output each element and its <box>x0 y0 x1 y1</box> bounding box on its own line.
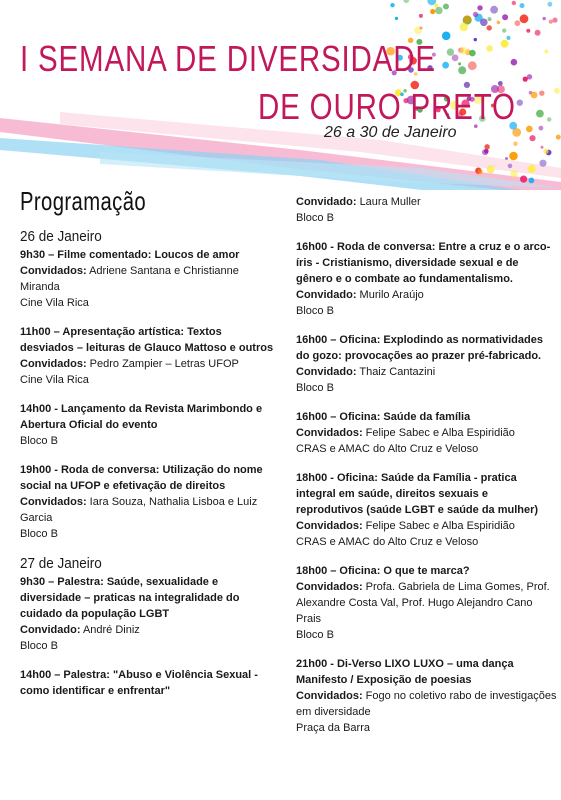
confetti-dot <box>482 149 488 155</box>
event-guests <box>296 579 558 627</box>
event-place: Bloco B <box>296 305 334 317</box>
confetti-dot <box>520 3 525 8</box>
guest-names: Iara Souza, Nathalia Lisboa e Luiz Garcia <box>20 496 258 524</box>
confetti-dot <box>520 14 529 23</box>
confetti-dot <box>528 165 536 173</box>
confetti-dot <box>452 54 459 61</box>
event-title: 9h30 – Filme comentado: Loucos de amor <box>20 249 240 261</box>
guests-label: Convidado: <box>20 624 81 636</box>
confetti-dot <box>458 66 466 74</box>
confetti-dot <box>526 29 530 33</box>
confetti-dot <box>395 17 398 20</box>
confetti-dot <box>390 3 394 7</box>
guest-names: Fogo no coletivo rabo de investigações em diversidade <box>296 690 557 718</box>
confetti-dot <box>527 74 532 79</box>
confetti-dot <box>543 17 546 20</box>
event-item <box>296 656 558 736</box>
confetti-dot <box>535 30 541 36</box>
event-title: 11h00 – Apresentação artística: Textos desviados – leituras de Glauco Mattoso e outros <box>20 326 274 354</box>
confetti-dot <box>484 144 489 149</box>
confetti-dot <box>506 36 510 40</box>
confetti-dot <box>501 40 509 48</box>
event-guests <box>296 194 558 210</box>
confetti-dot <box>480 19 488 27</box>
day-heading: 26 de Janeiro <box>20 228 102 245</box>
event-dates: 26 a 30 de Janeiro <box>324 124 457 141</box>
confetti-dot <box>548 2 553 7</box>
event-item <box>296 239 558 319</box>
event-guests <box>296 688 558 720</box>
confetti-dot <box>552 18 557 23</box>
confetti-dot <box>517 100 523 106</box>
event-guests <box>20 263 276 295</box>
confetti-dot <box>474 38 477 41</box>
confetti-dot <box>536 110 544 118</box>
confetti-dot <box>468 61 477 70</box>
guests-label: Convidados: <box>296 520 363 532</box>
guest-names: Adriene Santana e Christianne Miranda <box>20 265 239 293</box>
confetti-dot <box>508 164 513 169</box>
confetti-dot <box>515 20 521 26</box>
confetti-dot <box>487 165 495 173</box>
event-title: 21h00 - Di-Verso LIXO LUXO – uma dança Manifesto / Exposição de poesias <box>296 658 514 686</box>
right-column <box>296 194 558 749</box>
confetti-dot <box>442 32 451 41</box>
guest-names: Felipe Sabec e Alba Espiridião <box>362 427 515 439</box>
event-guests <box>296 287 558 303</box>
guests-label: Convidados: <box>296 427 363 439</box>
event-title: 14h00 - Lançamento da Revista Marimbondo e Abertura Oficial do evento <box>20 403 263 431</box>
confetti-dot <box>478 169 483 174</box>
confetti-dot <box>502 28 506 32</box>
event-item <box>296 409 558 457</box>
guest-names: Laura Muller <box>359 196 421 208</box>
event-guests <box>296 425 558 441</box>
event-title: 18h00 - Oficina: Saúde da Família - pratica integral em saúde, direitos sexuais e reprodutivos (saúde LGBT e saúde da mulher) <box>296 472 539 516</box>
confetti-dot <box>541 146 544 149</box>
confetti-dot <box>469 50 476 57</box>
guests-label: Convidado: <box>296 366 357 378</box>
event-item <box>20 247 276 311</box>
event-place: Bloco B <box>20 640 58 652</box>
guest-names: Felipe Sabec e Alba Espiridião <box>362 520 515 532</box>
confetti-dot <box>463 15 471 23</box>
confetti-dot <box>420 27 423 30</box>
confetti-dot <box>520 176 527 183</box>
event-item <box>20 574 276 654</box>
event-title: 16h00 – Oficina: Explodindo as normatividades do gozo: provocações ao prazer pré-fabricado. <box>296 334 543 362</box>
confetti-dot <box>403 0 409 3</box>
confetti-dot <box>430 9 435 14</box>
poster-header <box>0 0 561 190</box>
confetti-dot <box>486 45 493 52</box>
confetti-dot <box>539 126 544 131</box>
confetti-dot <box>473 12 478 17</box>
guests-label: Convidados: <box>296 581 363 593</box>
event-place: Bloco B <box>296 629 334 641</box>
event-place: CRAS e AMAC do Alto Cruz e Veloso <box>296 443 479 455</box>
guest-names: Murilo Araújo <box>356 289 424 301</box>
confetti-dot <box>531 92 538 99</box>
confetti-dot <box>547 117 551 121</box>
confetti-dot <box>556 135 561 140</box>
confetti-dot <box>544 50 548 54</box>
event-item <box>296 563 558 643</box>
event-title: 18h00 – Oficina: O que te marca? <box>296 565 470 577</box>
confetti-dot <box>529 135 535 141</box>
confetti-dot <box>490 6 498 14</box>
confetti-dot <box>539 160 546 167</box>
event-guests <box>296 518 558 534</box>
event-title: 16h00 – Oficina: Saúde da família <box>296 411 471 423</box>
confetti-dot <box>488 17 492 21</box>
event-place: Bloco B <box>296 382 334 394</box>
guests-label: Convidado: <box>296 196 357 208</box>
event-place: CRAS e AMAC do Alto Cruz e Veloso <box>296 536 479 548</box>
event-guests <box>296 364 558 380</box>
confetti-dot <box>460 47 468 55</box>
left-column <box>20 228 276 712</box>
event-place: Bloco B <box>296 212 334 224</box>
confetti-dot <box>549 20 553 24</box>
guest-names: Thaiz Cantazini <box>356 366 436 378</box>
confetti-dot <box>513 142 518 147</box>
confetti-dot <box>529 178 535 184</box>
event-place: Cine Vila Rica <box>20 297 89 309</box>
confetti-dot <box>442 62 449 69</box>
confetti-dot <box>447 48 454 55</box>
event-title: 16h00 - Roda de conversa: Entre a cruz e o arco-íris - Cristianismo, diversidade sexual e de gênero e o combate ao fundamentalismo. <box>296 241 551 285</box>
guests-label: Convidados: <box>296 690 363 702</box>
confetti-dot <box>509 152 518 161</box>
day-heading: 27 de Janeiro <box>20 555 102 572</box>
event-title: 9h30 – Palestra: Saúde, sexualidade e diversidade – praticas na integralidade do cuidado da população LGBT <box>20 576 240 620</box>
event-guests <box>20 356 276 372</box>
confetti-dot <box>539 91 544 96</box>
confetti-dot <box>512 1 516 5</box>
event-item <box>20 401 276 449</box>
event-item <box>20 324 276 388</box>
event-place: Bloco B <box>20 528 58 540</box>
confetti-dot <box>435 7 443 15</box>
guest-names: Profa. Gabriela de Lima Gomes, Prof. Alexandre Costa Val, Prof. Hugo Alejandro Cano Prais <box>296 581 550 625</box>
confetti-dot <box>502 14 508 20</box>
event-item <box>20 667 276 699</box>
event-place: Praça da Barra <box>296 722 370 734</box>
guests-label: Convidado: <box>296 289 357 301</box>
confetti-dot <box>458 62 461 65</box>
confetti-dot <box>543 149 548 154</box>
confetti-dot <box>526 126 533 133</box>
guest-names: Pedro Zampier – Letras UFOP <box>86 358 239 370</box>
confetti-dot <box>510 170 517 177</box>
confetti-dot <box>487 25 492 30</box>
confetti-dot <box>505 157 508 160</box>
confetti-dot <box>460 23 468 31</box>
guest-names: André Diniz <box>80 624 140 636</box>
event-title-line2: DE OURO PRETO <box>258 86 516 127</box>
event-item <box>296 332 558 396</box>
event-item <box>20 462 276 542</box>
event-item <box>296 470 558 550</box>
confetti-dot <box>419 14 423 18</box>
guests-label: Convidados: <box>20 358 87 370</box>
confetti-dot <box>554 88 560 94</box>
event-title-line1: I SEMANA DE DIVERSIDADE <box>20 38 436 79</box>
event-guests <box>20 494 276 526</box>
event-place: Cine Vila Rica <box>20 374 89 386</box>
event-title: 19h00 - Roda de conversa: Utilização do nome social na UFOP e efetivação de direitos <box>20 464 263 492</box>
confetti-dot <box>477 5 482 10</box>
program-heading: Programação <box>20 186 147 216</box>
confetti-dot <box>497 21 501 25</box>
event-continuation <box>296 194 558 226</box>
confetti-dot <box>511 59 518 66</box>
event-place: Bloco B <box>20 435 58 447</box>
guests-label: Convidados: <box>20 265 87 277</box>
guests-label: Convidados: <box>20 496 87 508</box>
event-guests <box>20 622 276 638</box>
event-title: 14h00 – Palestra: "Abuso e Violência Sexual - como identificar e enfrentar" <box>20 669 258 697</box>
confetti-dot <box>443 4 449 10</box>
